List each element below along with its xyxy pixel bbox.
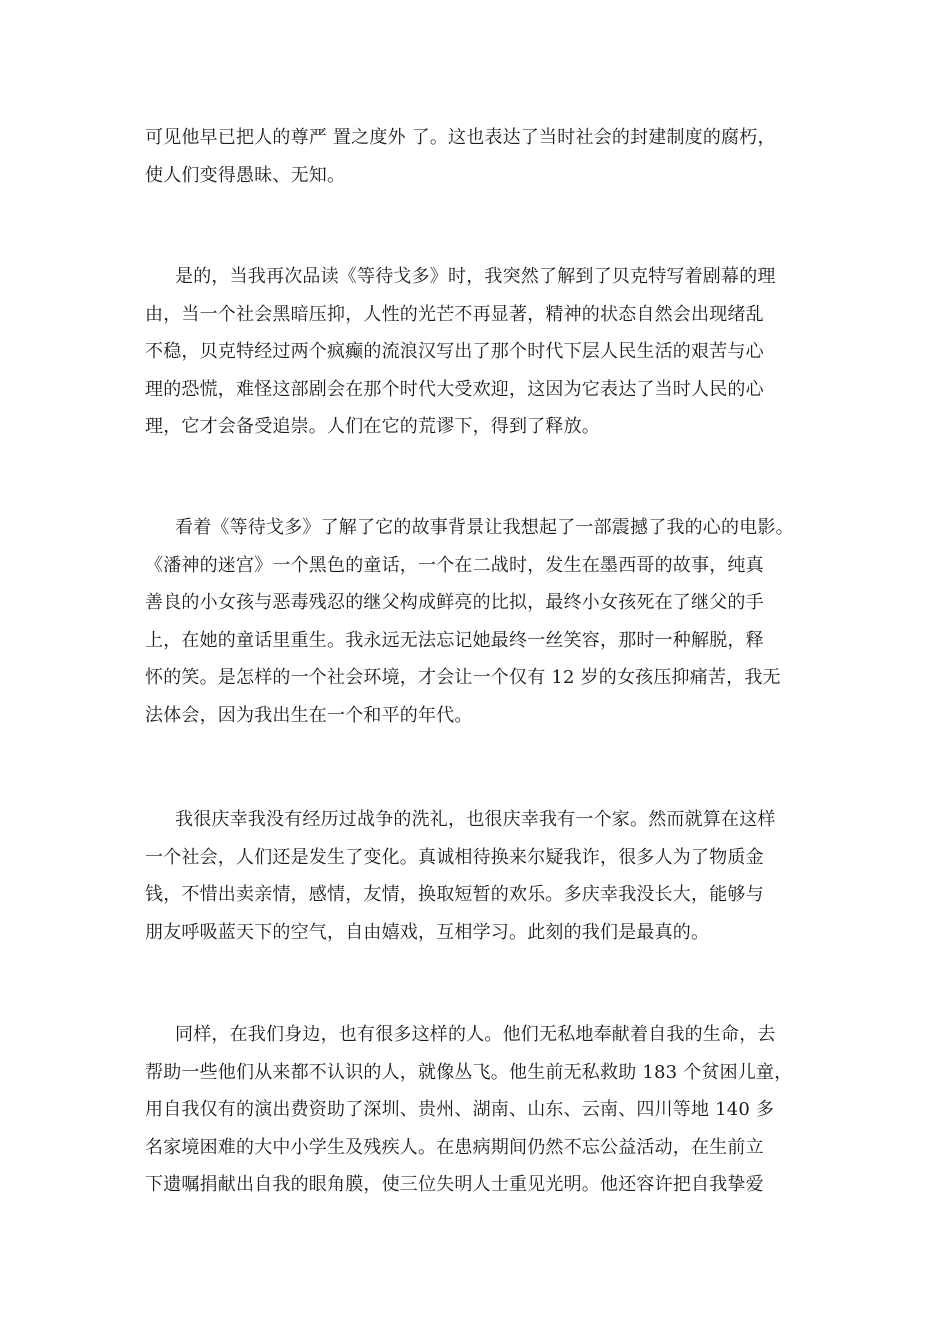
text-line: 可见他早已把人的尊严 置之度外 了。这也表达了当时社会的封建制度的腐朽，: [145, 127, 776, 148]
text-line: 使人们变得愚昧、无知。: [145, 164, 346, 186]
text-line: 钱，不惜出卖亲情，感情，友情，换取短暂的欢乐。多庆幸我没长大，能够与: [145, 884, 764, 905]
text-line: 看着《等待戈多》了解了它的故事背景让我想起了一部震撼了我的心的电影。: [175, 517, 794, 538]
paragraph-5: [145, 1016, 825, 1204]
text-line: 名家境困难的大中小学生及残疾人。在患病期间仍然不忘公益活动，在生前立: [145, 1136, 764, 1158]
text-line: 下遗嘱捐献出自我的眼角膜，使三位失明人士重见光明。他还容许把自我挚爱: [145, 1174, 764, 1195]
text-line: 不稳，贝克特经过两个疯癫的流浪汉写出了那个时代下层人民生活的艰苦与心: [145, 341, 764, 362]
text-line: 朋友呼吸蓝天下的空气，自由嬉戏，互相学习。此刻的我们是最真的。: [145, 921, 710, 943]
text-line: 由，当一个社会黑暗压抑，人性的光芒不再显著，精神的状态自然会出现绪乱: [145, 303, 764, 325]
paragraph-1: [145, 119, 825, 194]
text-line: 理的恐慌，难怪这部剧会在那个时代大受欢迎，这因为它表达了当时人民的心: [145, 378, 764, 400]
text-line: 同样，在我们身边，也有很多这样的人。他们无私地奉献着自我的生命，去: [175, 1024, 776, 1045]
text-line: 我很庆幸我没有经历过战争的洗礼，也很庆幸我有一个家。然而就算在这样: [175, 809, 776, 830]
text-line: 用自我仅有的演出费资助了深圳、贵州、湖南、山东、云南、四川等地 140 多: [145, 1099, 775, 1120]
text-line: 是的，当我再次品读《等待戈多》时，我突然了解到了贝克特写着剧幕的理: [175, 266, 776, 287]
paragraph-2: [145, 258, 825, 446]
text-line: 怀的笑。是怎样的一个社会环境，才会让一个仅有 12 岁的女孩压抑痛苦，我无: [145, 667, 781, 688]
text-line: 理，它才会备受追崇。人们在它的荒谬下，得到了释放。: [145, 416, 600, 437]
text-line: 法体会，因为我出生在一个和平的年代。: [145, 704, 473, 726]
text-line: 一个社会，人们还是发生了变化。真诚相待换来尔疑我诈，很多人为了物质金: [145, 846, 764, 868]
text-line: 善良的小女孩与恶毒残忍的继父构成鲜亮的比拟，最终小女孩死在了继父的手: [145, 592, 764, 613]
text-line: 帮助一些他们从来都不认识的人，就像丛飞。他生前无私救助 183 个贫困儿童，: [145, 1061, 793, 1083]
text-line: 《潘神的迷宫》一个黑色的童话，一个在二战时，发生在墨西哥的故事，纯真: [145, 554, 764, 576]
paragraph-4: [145, 801, 825, 951]
paragraph-3: [145, 509, 825, 734]
text-line: 上，在她的童话里重生。我永远无法忘记她最终一丝笑容，那时一种解脱，释: [145, 629, 764, 651]
